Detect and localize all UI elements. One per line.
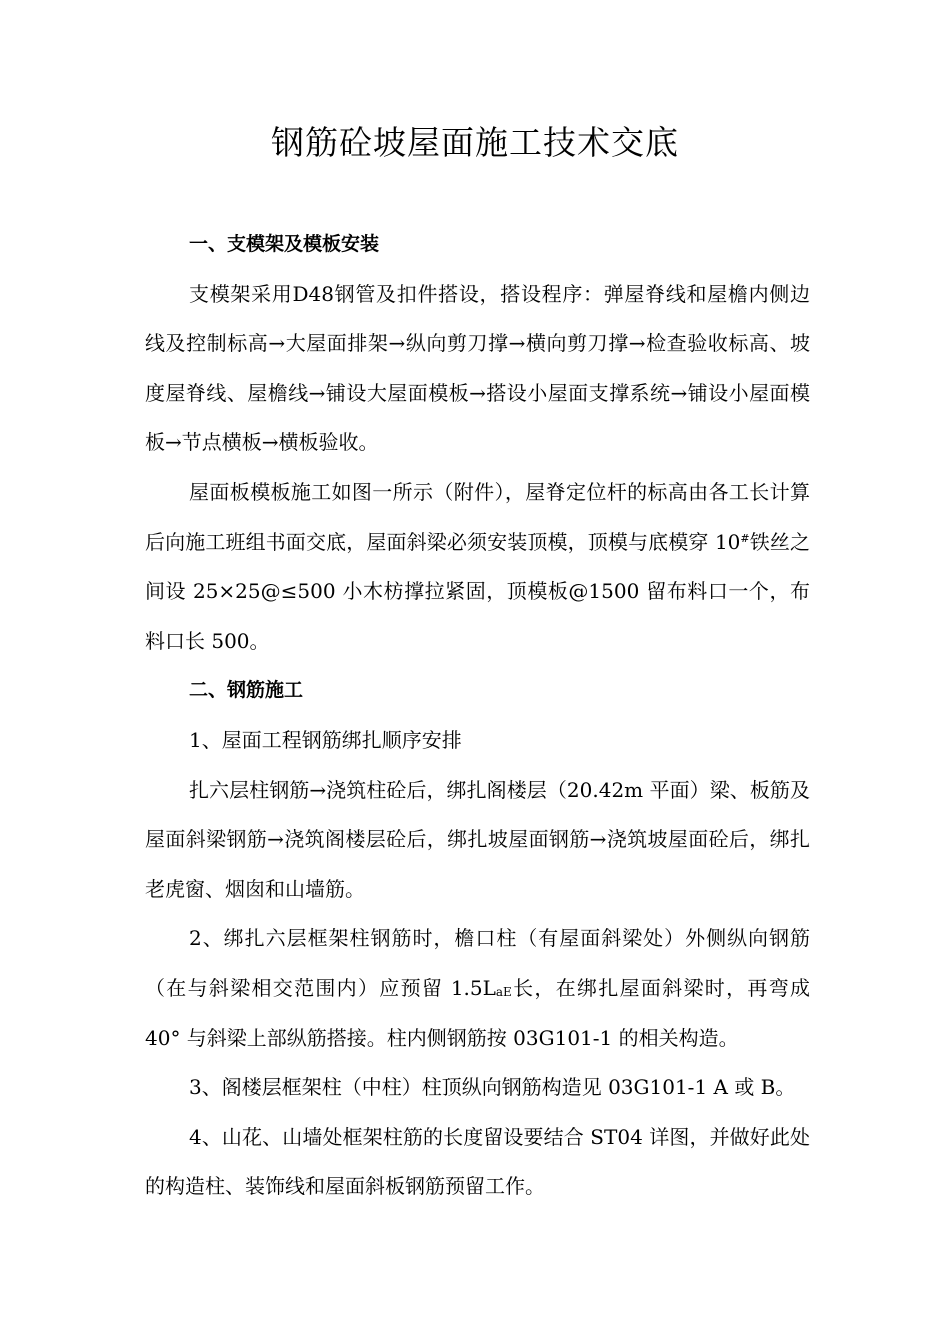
item-2-part-b: 长，在绑扎屋面斜梁时，再弯成 40° 与斜梁上部纵筋搭接。柱内侧钢筋按 03G101-1 的相关构造。 [145,975,810,1050]
section-heading-1: 一、支模架及模板安装 [189,233,380,255]
item-2-text [145,914,810,1063]
paragraph-roof-formwork-part-a: 屋面板模板施工如图一所示（附件），屋脊定位杆的标高由各工长计算后向施工班组书面交底，屋面斜梁必须安装顶模，顶模与底模穿 10 [145,479,810,554]
item-3-text: 3、阁楼层框架柱（中柱）柱顶纵向钢筋构造见 03G101-1 A 或 B。 [189,1075,796,1100]
document-title: 钢筋砼坡屋面施工技术交底 [271,123,679,162]
item-1-title: 1、屋面工程钢筋绑扎顺序安排 [189,727,462,752]
document-body [145,220,810,1212]
paragraph-formwork-procedure: 支模架采用D48钢管及扣件搭设，搭设程序：弹屋脊线和屋檐内侧边线及控制标高→大屋面排架→纵向剪刀撑→横向剪刀撑→检查验收标高、坡度屋脊线、屋檐线→铺设大屋面模板→搭设小屋面支撑系统→铺设小屋面模板→节点横板→横板验收。 [145,281,810,455]
item-2-part-a: 2、绑扎六层框架柱钢筋时，檐口柱（有屋面斜梁处）外侧纵向钢筋（在与斜梁相交范围内）应预留 1.5L [145,926,810,1000]
anchorage-subscript: aE [495,984,512,999]
item-4-text: 4、山花、山墙处框架柱筋的长度留设要结合 ST04 详图，并做好此处的构造柱、装饰线和屋面斜板钢筋预留工作。 [145,1124,810,1199]
paragraph-roof-formwork [145,468,810,666]
section-heading-2: 二、钢筋施工 [189,679,304,702]
item-1-text: 扎六层柱钢筋→浇筑柱砼后，绑扎阁楼层（20.42m 平面）梁、板筋及屋面斜梁钢筋→浇筑阁楼层砼后，绑扎坡屋面钢筋→浇筑坡屋面砼后，绑扎老虎窗、烟囱和山墙筋。 [145,777,810,901]
paragraph-roof-formwork-part-b: 铁丝之间设 25×25@≤500 小木枋撑拉紧固，顶模板@1500 留布料口一个，布料口长 500。 [145,529,810,653]
wire-gauge-mark: # [740,531,750,545]
